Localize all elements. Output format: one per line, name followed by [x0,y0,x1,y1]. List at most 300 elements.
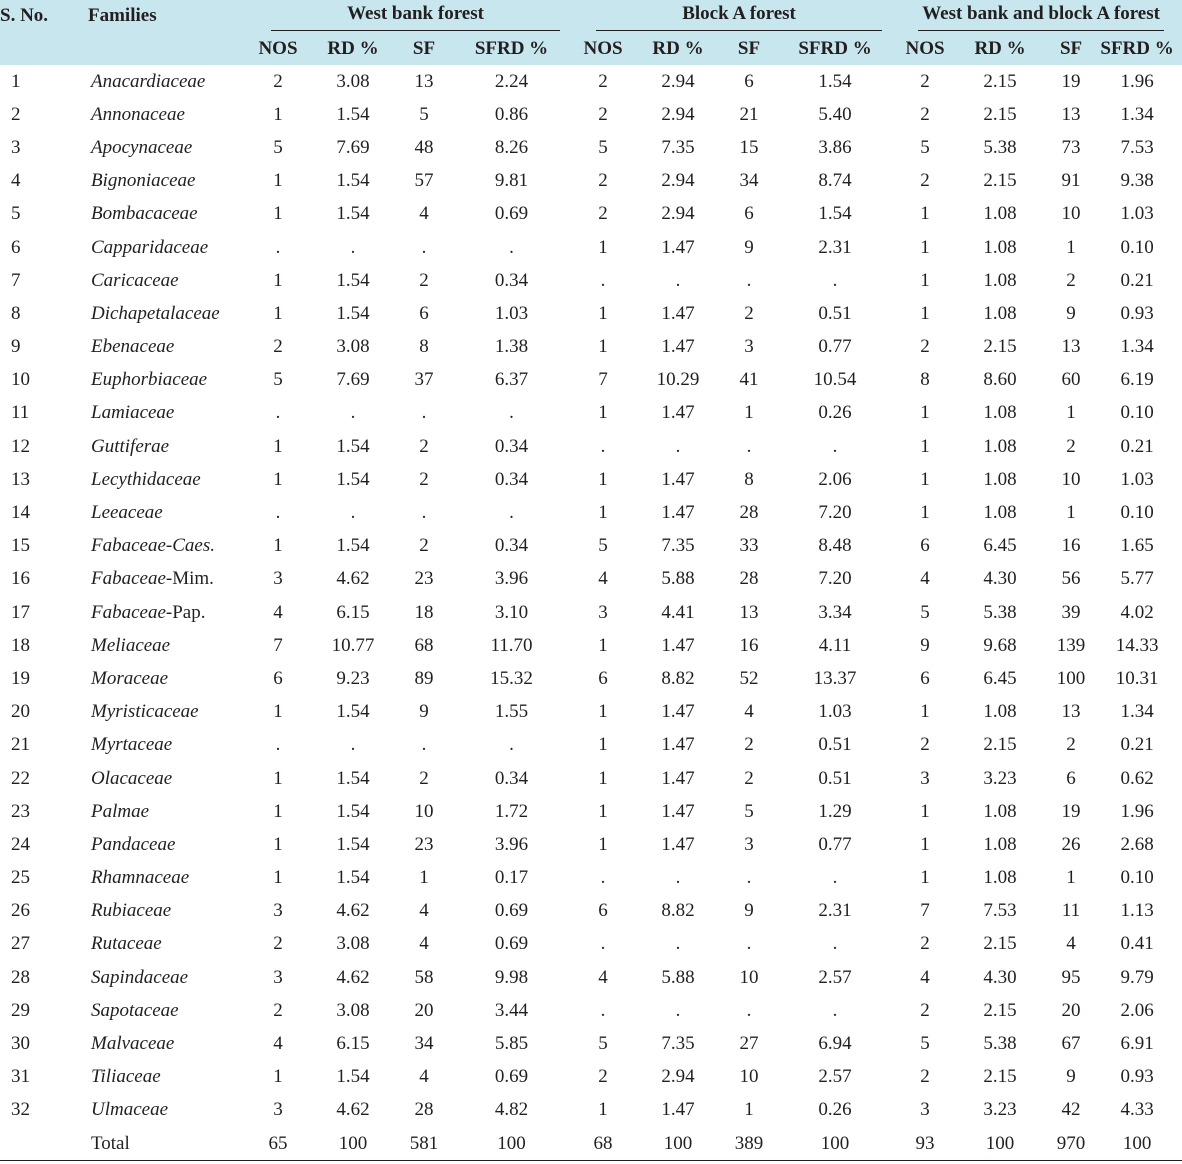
total-value: 970 [1050,1127,1092,1161]
value-cell: 20 [1061,999,1081,1021]
value-cell: 1 [273,435,283,457]
family-name-text: Lamiaceae [91,402,175,424]
value-cell: 1.03 [1120,468,1154,490]
value-cell: 5 [920,1033,930,1055]
table-row [0,629,1182,662]
value-cell: 1 [273,203,283,225]
family-name-text: Ebenaceae [91,336,175,358]
value-cell: 0.69 [494,900,529,922]
value-cell: 18 [414,601,434,623]
row-number: 24 [11,833,30,855]
value-cell: 1 [598,468,608,490]
value-cell: 2 [920,70,930,92]
value-cell: 2 [598,1066,608,1088]
value-cell: 1.65 [1120,535,1154,557]
value-cell: 0.10 [1120,502,1154,524]
family-suffix: -Mim. [165,568,214,590]
value-cell: 67 [1061,1033,1081,1055]
value-cell: 1.47 [661,833,695,855]
value-cell: 0.77 [818,336,852,358]
value-cell: 2 [419,269,429,291]
value-cell: 1.54 [336,435,370,457]
value-cell: 1.54 [336,701,370,723]
value-cell: 1 [273,269,283,291]
value-cell: . [832,269,838,291]
value-cell: 1 [1066,867,1076,889]
value-cell: 2 [419,767,429,789]
row-number: 2 [11,103,21,125]
value-cell: 1.54 [336,203,370,225]
family-name [88,496,253,529]
value-cell: 5 [598,136,608,158]
value-cell: . [275,502,281,524]
value-cell: 5 [419,103,429,125]
value-cell: 6 [920,535,930,557]
family-name [88,729,253,762]
value-cell: 0.34 [494,767,529,789]
row-number: 27 [11,933,30,955]
header-sfrd: SFRD % [1092,32,1182,65]
value-cell: 2 [273,999,283,1021]
value-cell: 95 [1061,966,1081,988]
value-cell: 2.06 [1120,999,1154,1021]
family-name-text: Leeaceae [91,502,163,524]
value-cell: 1 [920,701,930,723]
value-cell: 100 [1056,667,1086,689]
value-cell: 8 [920,369,930,391]
value-cell: 6.15 [336,1033,370,1055]
value-cell: 3.23 [983,1099,1017,1121]
value-cell: 1 [920,502,930,524]
value-cell: 3 [744,336,754,358]
value-cell: . [675,269,681,291]
family-name-text: Malvaceae [91,1033,175,1055]
value-cell: 10.77 [331,634,375,656]
value-cell: 1.96 [1120,800,1154,822]
value-cell: 1.08 [983,502,1017,524]
family-name-text: Caricaceae [91,269,179,291]
value-cell: 2 [273,336,283,358]
value-cell: 9 [1066,302,1076,324]
table-row [0,1094,1182,1127]
value-cell: 4.33 [1120,1099,1154,1121]
value-cell: 9.98 [494,966,529,988]
table-row [0,862,1182,895]
family-name-text: Sapotaceae [91,999,179,1021]
total-label: Total [88,1127,253,1161]
value-cell: 1 [419,867,429,889]
value-cell: 0.34 [494,435,529,457]
total-blank [0,1127,88,1161]
value-cell: 2.15 [983,103,1017,125]
family-name [88,131,253,164]
value-cell: 0.69 [494,933,529,955]
family-name [88,795,253,828]
value-cell: 5.88 [661,568,695,590]
value-cell: 4 [273,1033,283,1055]
family-name-text: Fabaceae [91,601,166,623]
table-row [0,1027,1182,1060]
value-cell: 1 [273,800,283,822]
row-number: 30 [11,1033,30,1055]
value-cell: 5.77 [1120,568,1154,590]
value-cell: 6.91 [1120,1033,1154,1055]
value-cell: 1 [920,468,930,490]
value-cell: 13 [1061,701,1081,723]
row-number: 31 [11,1066,30,1088]
value-cell: 9 [744,900,754,922]
value-cell: 1.03 [1120,203,1154,225]
value-cell: 1.54 [336,468,370,490]
value-cell: 6 [920,667,930,689]
value-cell: 4 [419,1066,429,1088]
value-cell: . [600,933,606,955]
family-name-text: Tiliaceae [91,1066,161,1088]
value-cell: 1 [273,833,283,855]
value-cell: 7.35 [661,1033,695,1055]
family-name-text: Rubiaceae [91,900,172,922]
value-cell: 7.69 [336,369,370,391]
value-cell: 2.15 [983,734,1017,756]
value-cell: 10 [1061,468,1081,490]
value-cell: 37 [414,369,434,391]
header-rd: RD % [950,32,1050,65]
value-cell: 6 [598,667,608,689]
family-name [88,198,253,231]
family-name-text: Apocynaceae [91,136,193,158]
value-cell: . [350,734,356,756]
family-name [88,65,253,98]
value-cell: 6 [744,70,754,92]
value-cell: 13 [1061,103,1081,125]
value-cell: 4.62 [336,900,370,922]
value-cell: 2.15 [983,999,1017,1021]
value-cell: 6 [744,203,754,225]
value-cell: 1.54 [336,1066,370,1088]
value-cell: 1.08 [983,435,1017,457]
family-name [88,397,253,430]
value-cell: 1.54 [336,535,370,557]
family-name-text: Olacaceae [91,767,173,789]
value-cell: 1 [598,402,608,424]
value-cell: 1.34 [1120,701,1154,723]
value-cell: 13.37 [813,667,857,689]
value-cell: 4.82 [494,1099,529,1121]
value-cell: 2 [920,170,930,192]
value-cell: 1.03 [494,302,529,324]
table-row [0,928,1182,961]
value-cell: 2.57 [818,966,852,988]
value-cell: 1 [1066,502,1076,524]
header-rd: RD % [628,32,728,65]
row-number: 25 [11,867,30,889]
header-group-west-bank: West bank forest [253,0,578,32]
value-cell: 3.96 [494,833,529,855]
value-cell: 1.54 [336,269,370,291]
total-value: 100 [950,1127,1050,1161]
family-name [88,364,253,397]
value-cell: 5.38 [983,136,1017,158]
table-row [0,463,1182,496]
value-cell: 7.20 [818,568,852,590]
value-cell: 9.79 [1120,966,1154,988]
family-name [88,231,253,264]
value-cell: 0.34 [494,468,529,490]
value-cell: 1.72 [494,800,529,822]
table-row [0,231,1182,264]
row-number: 18 [11,634,30,656]
table-row [0,596,1182,629]
table-row [0,895,1182,928]
total-value: 93 [900,1127,950,1161]
value-cell: 1.47 [661,502,695,524]
value-cell: 5.38 [983,1033,1017,1055]
family-name [88,264,253,297]
value-cell: 0.69 [494,203,529,225]
value-cell: 7.20 [818,502,852,524]
value-cell: 41 [739,369,759,391]
total-value: 100 [445,1127,578,1161]
value-cell: 1 [273,468,283,490]
row-number: 22 [11,767,30,789]
value-cell: 1.47 [661,402,695,424]
value-cell: 2 [1066,734,1076,756]
table-row [0,729,1182,762]
value-cell: 3.34 [818,601,852,623]
value-cell: 1 [273,302,283,324]
header-nos: NOS [578,32,628,65]
value-cell: 8.82 [661,900,695,922]
value-cell: 57 [414,170,434,192]
value-cell: 0.69 [494,1066,529,1088]
value-cell: 2.24 [494,70,529,92]
row-number: 4 [11,170,21,192]
total-value: 100 [628,1127,728,1161]
value-cell: . [275,236,281,258]
value-cell: 8.48 [818,535,852,557]
table-row [0,98,1182,131]
value-cell: 3 [273,568,283,590]
row-number: 20 [11,701,30,723]
value-cell: . [746,867,752,889]
value-cell: 1.54 [336,867,370,889]
value-cell: 1.47 [661,767,695,789]
value-cell: . [675,933,681,955]
family-name-text: Dichapetalaceae [91,302,220,324]
value-cell: . [509,734,514,756]
value-cell: 1 [920,236,930,258]
value-cell: 2 [920,103,930,125]
value-cell: . [509,402,514,424]
value-cell: 1 [598,701,608,723]
value-cell: 4 [920,568,930,590]
family-name-text: Moraceae [91,667,169,689]
value-cell: . [421,402,427,424]
value-cell: 9.68 [983,634,1017,656]
value-cell: 10.29 [656,369,700,391]
family-name [88,994,253,1027]
value-cell: 3.44 [494,999,529,1021]
value-cell: 11.70 [490,634,533,656]
value-cell: . [509,236,514,258]
value-cell: 0.93 [1120,1066,1154,1088]
value-cell: 8.82 [661,667,695,689]
value-cell: 89 [414,667,434,689]
value-cell: 6.94 [818,1033,852,1055]
table-row [0,994,1182,1027]
value-cell: 3 [920,1099,930,1121]
value-cell: 4 [920,966,930,988]
header-blank [88,32,253,65]
value-cell: 1.08 [983,269,1017,291]
value-cell: 5 [744,800,754,822]
value-cell: 1 [920,833,930,855]
value-cell: 1 [1066,236,1076,258]
value-cell: 11 [1061,900,1081,922]
family-name [88,1061,253,1094]
value-cell: 60 [1061,369,1081,391]
value-cell: 2 [920,933,930,955]
header-blank [0,32,88,65]
value-cell: 2.15 [983,1066,1017,1088]
value-cell: 0.77 [818,833,852,855]
value-cell: 13 [739,601,759,623]
value-cell: 0.26 [818,1099,852,1121]
value-cell: 3 [273,900,283,922]
value-cell: 6 [598,900,608,922]
family-name [88,696,253,729]
value-cell: 2.68 [1120,833,1154,855]
value-cell: 13 [1061,336,1081,358]
value-cell: 4 [273,601,283,623]
value-cell: 6 [419,302,429,324]
value-cell: 8 [419,336,429,358]
value-cell: 4.30 [983,966,1017,988]
value-cell: 1 [598,634,608,656]
value-cell: 3 [273,1099,283,1121]
total-value: 100 [303,1127,403,1161]
value-cell: 3.96 [494,568,529,590]
value-cell: 2.15 [983,170,1017,192]
value-cell: 10 [1061,203,1081,225]
value-cell: 1.54 [336,833,370,855]
value-cell: 1.38 [494,336,529,358]
value-cell: 10.54 [813,369,857,391]
row-number: 32 [11,1099,30,1121]
value-cell: 2 [1066,435,1076,457]
row-number: 9 [11,336,21,358]
value-cell: . [832,435,838,457]
value-cell: 28 [739,502,759,524]
value-cell: 1 [920,269,930,291]
value-cell: 27 [739,1033,759,1055]
row-number: 3 [11,136,21,158]
family-name-text: Ulmaceae [91,1099,169,1121]
value-cell: 9 [744,236,754,258]
family-name [88,762,253,795]
value-cell: 2.15 [983,70,1017,92]
value-cell: 6.37 [494,369,529,391]
value-cell: 2 [920,999,930,1021]
value-cell: . [509,502,514,524]
value-cell: 7.35 [661,535,695,557]
value-cell: . [746,435,752,457]
value-cell: 0.34 [494,535,529,557]
value-cell: 0.51 [818,302,852,324]
value-cell: 2.94 [661,203,695,225]
value-cell: 26 [1061,833,1081,855]
value-cell: 1 [273,1066,283,1088]
value-cell: 9.23 [336,667,370,689]
family-name [88,98,253,131]
family-name [88,563,253,596]
row-number: 29 [11,999,30,1021]
value-cell: 3.10 [494,601,529,623]
family-name-text: Myrtaceae [91,734,173,756]
value-cell: . [350,236,356,258]
value-cell: 2 [598,70,608,92]
value-cell: 5 [920,136,930,158]
value-cell: 2 [273,933,283,955]
row-number: 7 [11,269,21,291]
value-cell: 4.62 [336,966,370,988]
value-cell: 2 [744,302,754,324]
total-value: 100 [1092,1127,1182,1161]
table-row [0,364,1182,397]
value-cell: 2.94 [661,103,695,125]
value-cell: 0.62 [1120,767,1154,789]
value-cell: . [421,734,427,756]
value-cell: 7.53 [983,900,1017,922]
table-row [0,131,1182,164]
value-cell: . [275,734,281,756]
row-number: 10 [11,369,30,391]
value-cell: 1 [598,502,608,524]
value-cell: 2.94 [661,70,695,92]
table-row [0,297,1182,330]
value-cell: 0.51 [818,734,852,756]
value-cell: 5 [273,136,283,158]
family-name-text: Bignoniaceae [91,170,196,192]
value-cell: 1.08 [983,867,1017,889]
header-sfrd: SFRD % [445,32,578,65]
value-cell: 15 [739,136,759,158]
value-cell: 34 [739,170,759,192]
value-cell: 56 [1061,568,1081,590]
value-cell: 0.10 [1120,402,1154,424]
value-cell: 2 [1066,269,1076,291]
header-row-groups [0,0,1182,32]
value-cell: 2 [419,535,429,557]
value-cell: 9.38 [1120,170,1154,192]
row-number: 5 [11,203,21,225]
value-cell: 1.47 [661,634,695,656]
value-cell: 1 [920,800,930,822]
value-cell: 2.15 [983,933,1017,955]
value-cell: 2 [419,468,429,490]
family-name-text: Lecythidaceae [91,468,201,490]
table-row [0,828,1182,861]
value-cell: 1.54 [818,70,852,92]
value-cell: 0.21 [1120,435,1154,457]
value-cell: 1.08 [983,833,1017,855]
row-number: 11 [11,402,30,424]
value-cell: 5 [920,601,930,623]
family-name [88,430,253,463]
header-row-subcolumns [0,32,1182,65]
total-value: 68 [578,1127,628,1161]
value-cell: 2.57 [818,1066,852,1088]
